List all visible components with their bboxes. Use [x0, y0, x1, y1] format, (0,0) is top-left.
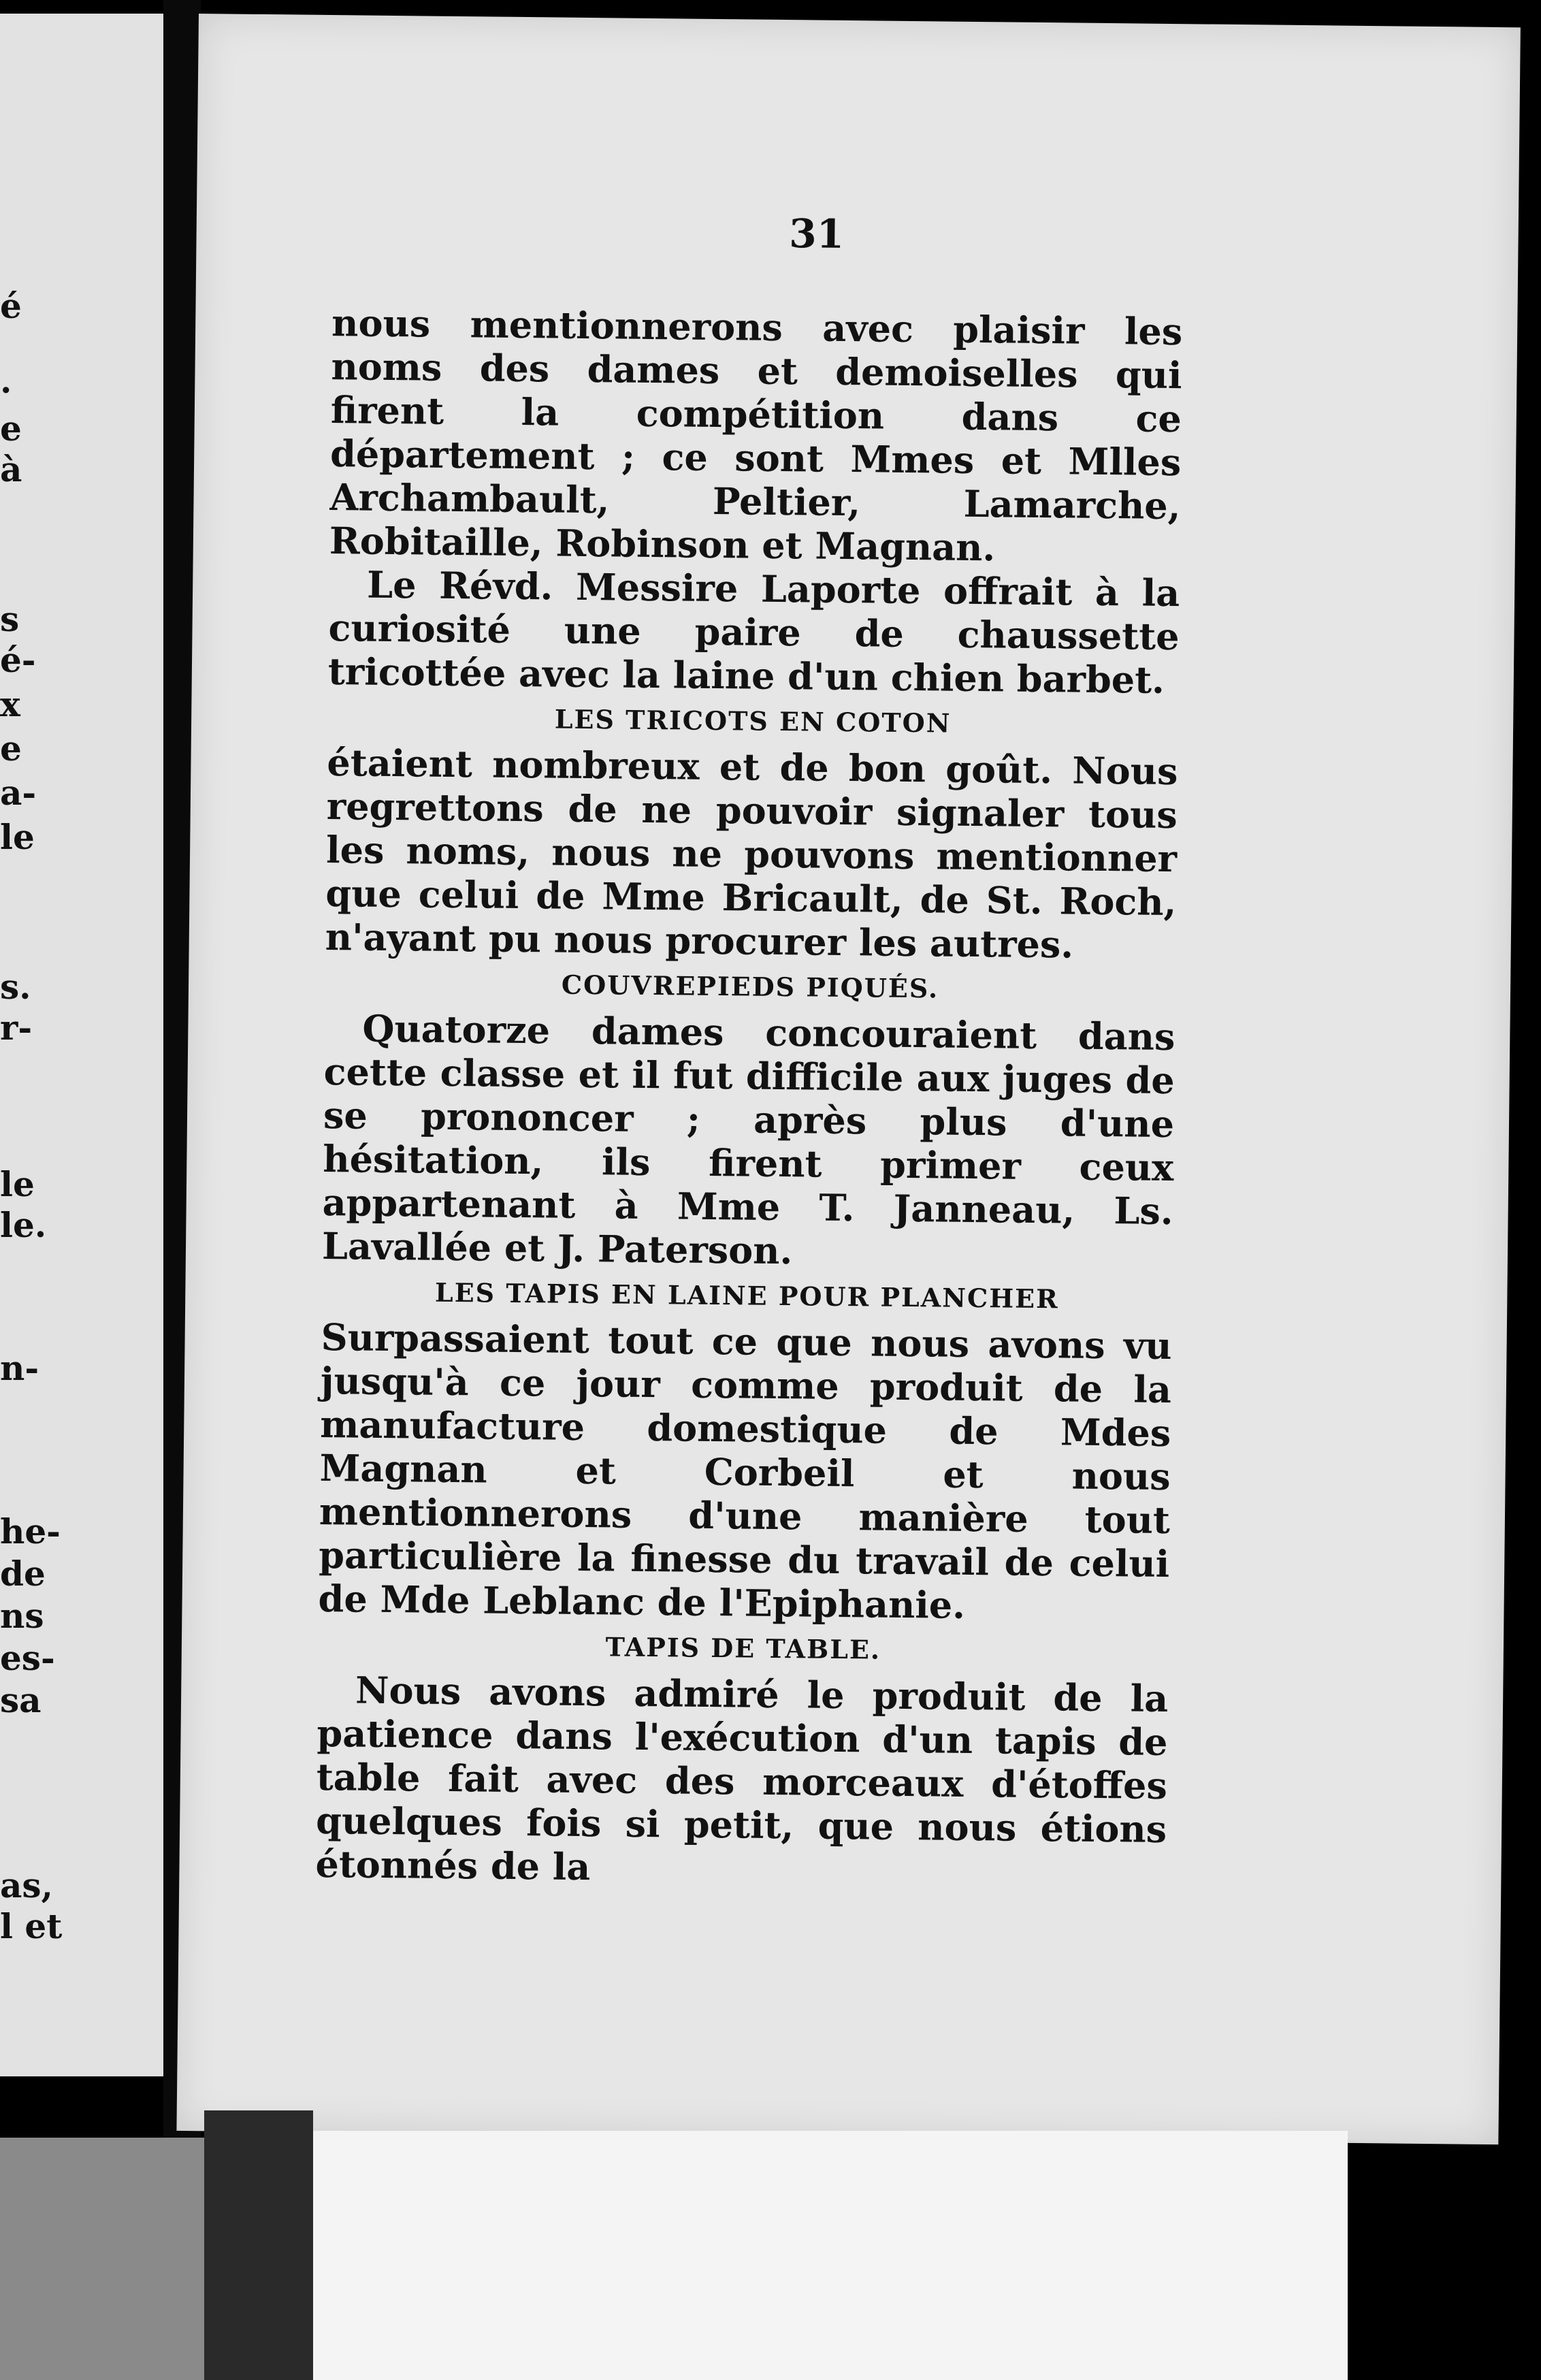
facing-page-fragment: he- [0, 1511, 61, 1551]
facing-page-fragment: r- [0, 1008, 33, 1048]
facing-page-fragment: . [0, 361, 12, 401]
section-heading: COUVREPIEDS PIQUÉS. [561, 969, 939, 1004]
facing-page-fragment: s [0, 599, 20, 639]
facing-page-fragment: à [0, 449, 22, 489]
facing-page-fragment: é [0, 286, 22, 326]
facing-page-fragment: é- [0, 640, 36, 680]
page-number: 31 [788, 210, 845, 257]
page-edge-shadow [204, 2110, 313, 2380]
paragraph: Le Révd. Messire Laporte offrait à la curiosité une paire de chaussette tricottée avec la laine d'un chien barbet. [327, 562, 1180, 702]
scan-top-border [0, 0, 1541, 15]
facing-page-fragment: le [0, 817, 35, 857]
facing-page-fragment: as, [0, 1865, 53, 1905]
book-page [176, 14, 1520, 2144]
facing-page-fragment: le [0, 1164, 35, 1204]
facing-page-fragment: l et [0, 1906, 63, 1946]
facing-page-fragment: es- [0, 1638, 55, 1678]
facing-page-fragment: de [0, 1554, 46, 1594]
cover-edge [0, 2138, 204, 2380]
paragraph: étaient nombreux et de bon goût. Nous regrettons de ne pouvoir signaler tous les noms, nous ne pouvons mentionner que celui de Mme Bricault, de St. Roch, n'ayant pu nous procurer les autres. [325, 741, 1178, 967]
facing-page-fragment: n- [0, 1348, 39, 1388]
facing-page-text-fragments [0, 14, 163, 2076]
paragraph: Quatorze dames concouraient dans cette classe et il fut difficile aux juges de se prononcer ; après plus d'une hésitation, ils firent primer ceux appartenant à Mme T. Janneau, Ls. Lavallée et J. Paterson. [321, 1006, 1175, 1273]
next-leaf-edge [313, 2131, 1348, 2380]
facing-page-fragment: le. [0, 1205, 47, 1245]
paragraph: Nous avons admiré le produit de la patience dans l'exécution d'un tapis de table fait avec des morceaux d'étoffes quelques fois si petit, que nous étions étonnés de la [315, 1668, 1169, 1889]
facing-page-fragment: s. [0, 967, 31, 1007]
facing-page-fragment: ns [0, 1596, 44, 1636]
paragraph: Surpassaient tout ce que nous avons vu jusqu'à ce jour comme produit de la manufacture domestique de Mdes Magnan et Corbeil et nous mentionnerons d'une manière tout particulière la finesse du travail de celui de Mde Leblanc de l'Epiphanie. [318, 1315, 1172, 1627]
facing-page-fragment: x [0, 684, 20, 724]
facing-page-fragment: e [0, 408, 22, 449]
section-heading: LES TRICOTS EN COTON [554, 703, 952, 739]
page-body-text [315, 301, 1182, 1895]
section-heading: LES TAPIS EN LAINE POUR PLANCHER [434, 1276, 1059, 1315]
facing-page-fragment: e [0, 728, 22, 769]
section-heading: TAPIS DE TABLE. [605, 1631, 881, 1665]
paragraph: nous mentionnerons avec plaisir les noms des dames et demoiselles qui firent la compétition dans ce département ; ce sont Mmes et Mlles Archambault, Peltier, Lamarche, Robitaille, Robinson et Magnan. [329, 301, 1183, 570]
facing-page-fragment: a- [0, 773, 37, 813]
facing-page-fragment: sa [0, 1680, 42, 1720]
facing-page-sliver [0, 14, 163, 2076]
